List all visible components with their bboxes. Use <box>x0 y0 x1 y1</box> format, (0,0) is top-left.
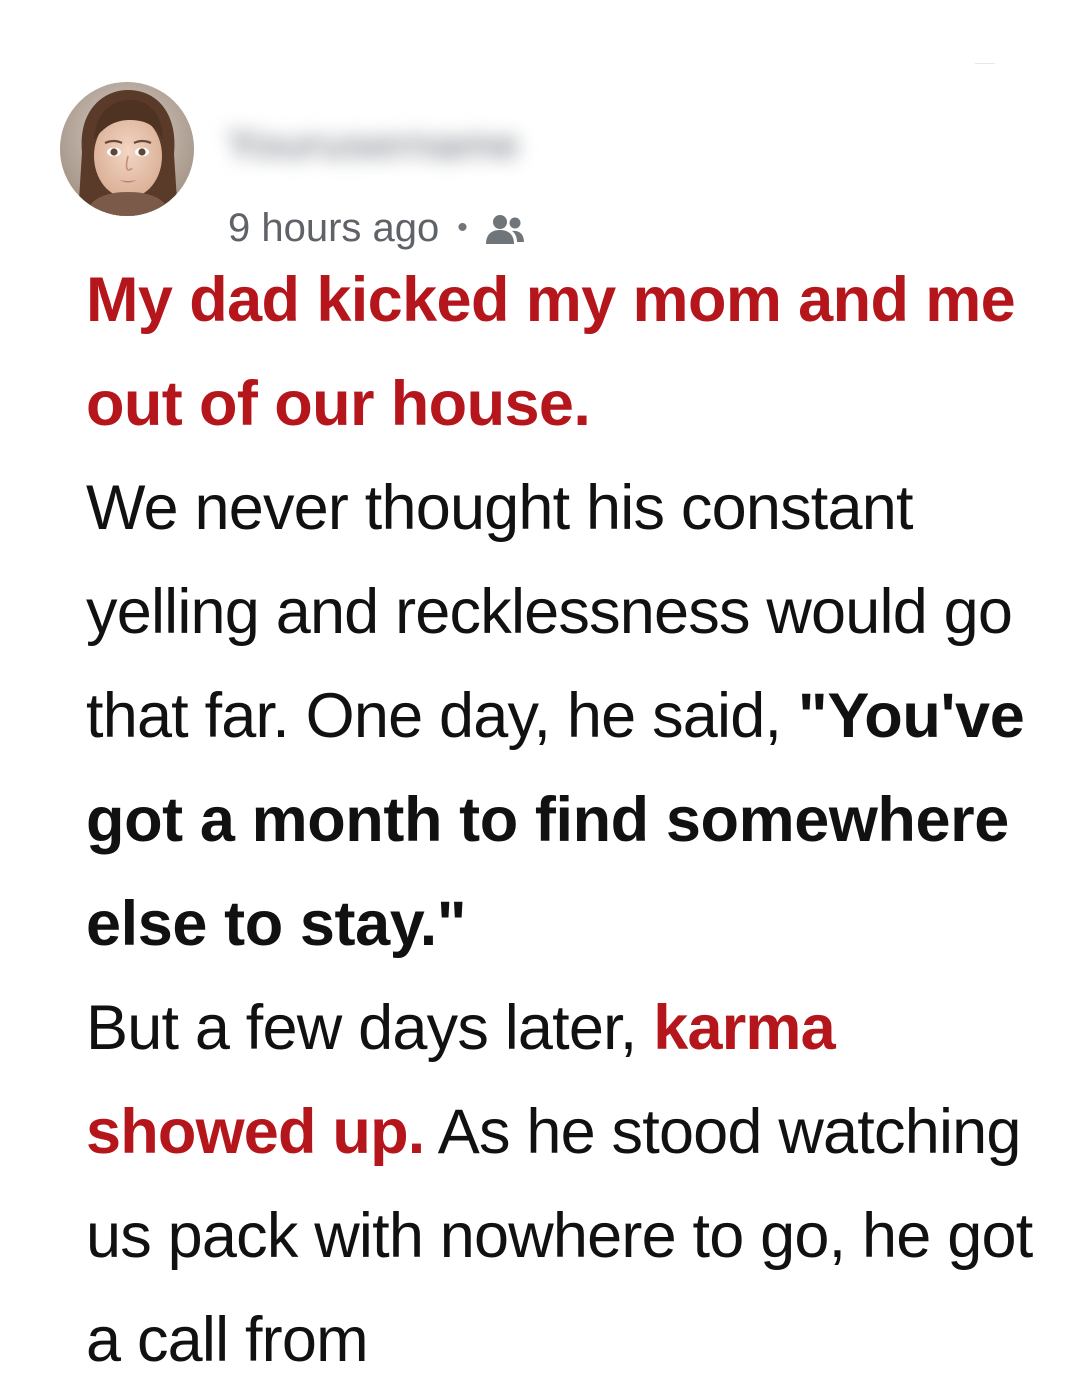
post-meta <box>228 204 528 252</box>
story-text <box>86 248 1046 1392</box>
story-continuation: As he stood watching us pack with nowhere to go, he got a call from <box>86 1097 1033 1375</box>
story-lead: But a few days later, <box>86 993 654 1063</box>
people-icon[interactable] <box>482 211 528 245</box>
story-intro: We never thought his constant yelling and recklessness would go that far. One day, he said, <box>86 473 1013 751</box>
timestamp: 9 hours ago <box>228 205 440 250</box>
story-headline: My dad kicked my mom and me out of our house. <box>86 265 1016 439</box>
separator-dot: • <box>457 211 468 244</box>
divider <box>975 63 995 64</box>
user-avatar-icon <box>60 82 194 216</box>
story-highlight: karma showed up. <box>86 993 835 1167</box>
username[interactable]: Yourusername <box>226 120 519 169</box>
avatar[interactable] <box>60 82 194 216</box>
story-quote: "You've got a month to find somewhere else to stay." <box>86 681 1025 959</box>
